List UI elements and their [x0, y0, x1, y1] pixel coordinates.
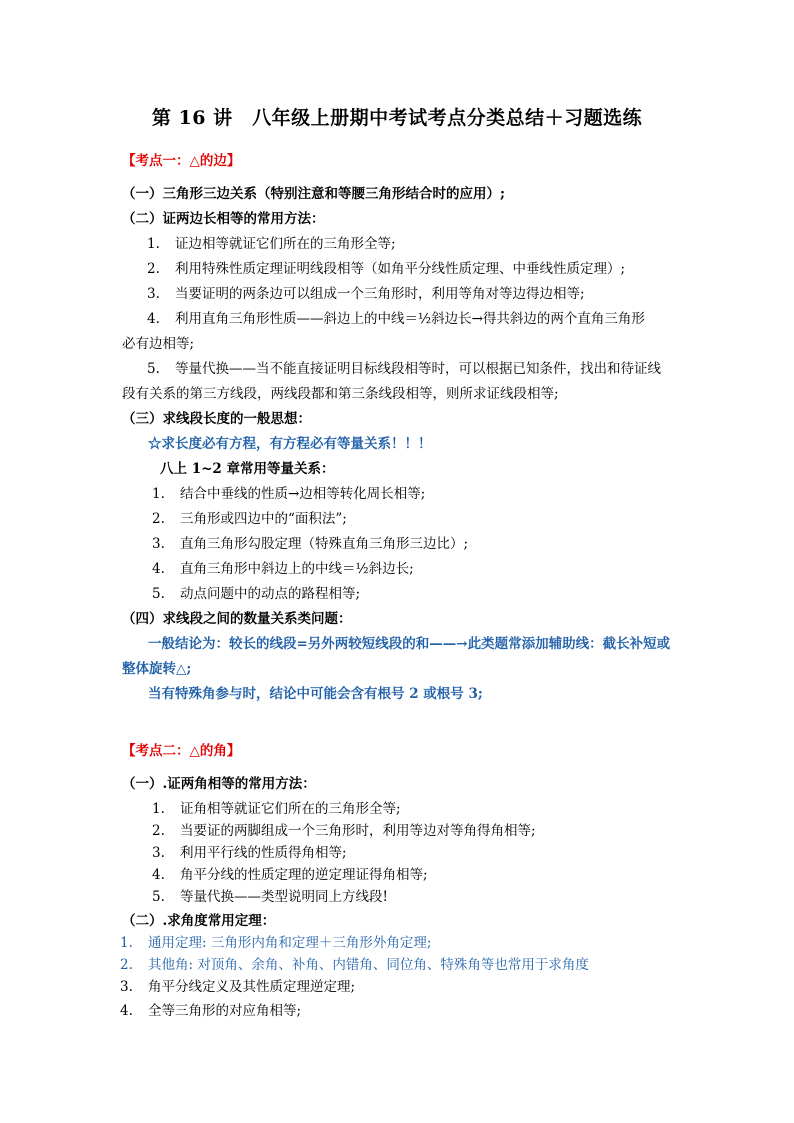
- section1-sub3: （三）求线段长度的一般思想：: [122, 411, 311, 427]
- section1-sub4: （四）求线段之间的数量关系类问题：: [122, 611, 352, 627]
- relations-heading: 八上 1~2 章常用等量关系：: [160, 461, 335, 477]
- section1-heading: 【考点一：△的边】: [122, 153, 241, 169]
- list-item: 2. 其他角: 对顶角、余角、补角、内错角、同位角、特殊角等也常用于求角度: [120, 957, 589, 973]
- list-item-continuation: 段有关系的第三方线段，两线段都和第三条线段相等，则所求证线段相等;: [122, 386, 559, 402]
- list-item: 5. 等量代换——类型说明同上方线段!: [152, 889, 388, 905]
- list-item: 2. 三角形或四边中的“面积法”;: [152, 511, 347, 527]
- section2-heading: 【考点二：△的角】: [122, 743, 241, 759]
- list-item: 3. 角平分线定义及其性质定理逆定理;: [120, 979, 356, 995]
- list-item: 1. 证角相等就证它们所在的三角形全等;: [152, 801, 401, 817]
- page-title: 第 16 讲 八年级上册期中考试考点分类总结＋习题选练: [151, 107, 643, 129]
- section2-sub2: （二）.求角度常用定理：: [122, 913, 276, 929]
- list-item: 5. 等量代换——当不能直接证明目标线段相等时，可以根据已知条件，找出和待证线: [147, 361, 661, 377]
- star-note: ☆求长度必有方程，有方程必有等量关系！！！: [148, 436, 432, 452]
- conclusion-line: 整体旋转△;: [122, 661, 192, 677]
- list-item: 1. 证边相等就证它们所在的三角形全等;: [147, 236, 396, 252]
- list-item: 5. 动点问题中的动点的路程相等;: [152, 586, 361, 602]
- list-item: 3. 直角三角形勾股定理（特殊直角三角形三边比）;: [152, 536, 469, 552]
- list-item: 4. 角平分线的性质定理的逆定理证得角相等;: [152, 867, 428, 883]
- section2-sub1: （一）.证两角相等的常用方法：: [122, 776, 316, 792]
- conclusion-line: 当有特殊角参与时，结论中可能会含有根号 2 或根号 3;: [148, 686, 483, 702]
- list-item: 1. 通用定理: 三角形内角和定理＋三角形外角定理;: [120, 935, 432, 951]
- section1-sub2: （二）证两边长相等的常用方法：: [122, 211, 325, 227]
- list-item: 4. 直角三角形中斜边上的中线＝½斜边长;: [152, 561, 414, 577]
- list-item: 3. 当要证明的两条边可以组成一个三角形时，利用等角对等边得边相等;: [147, 286, 585, 302]
- list-item: 4. 利用直角三角形性质——斜边上的中线＝½斜边长→得共斜边的两个直角三角形: [147, 311, 645, 327]
- list-item: 1. 结合中垂线的性质→边相等转化周长相等;: [152, 486, 426, 502]
- section1-sub1: （一）三角形三边关系（特别注意和等腰三角形结合时的应用）;: [122, 186, 505, 202]
- list-item: 2. 利用特殊性质定理证明线段相等（如角平分线性质定理、中垂线性质定理）;: [147, 261, 626, 277]
- list-item: 4. 全等三角形的对应角相等;: [120, 1003, 302, 1019]
- list-item: 2. 当要证的两脚组成一个三角形时，利用等边对等角得角相等;: [152, 823, 536, 839]
- list-item: 3. 利用平行线的性质得角相等;: [152, 845, 347, 861]
- conclusion-line: 一般结论为：较长的线段=另外两较短线段的和——→此类题常添加辅助线：截长补短或: [148, 636, 671, 652]
- list-item-continuation: 必有边相等;: [122, 336, 195, 352]
